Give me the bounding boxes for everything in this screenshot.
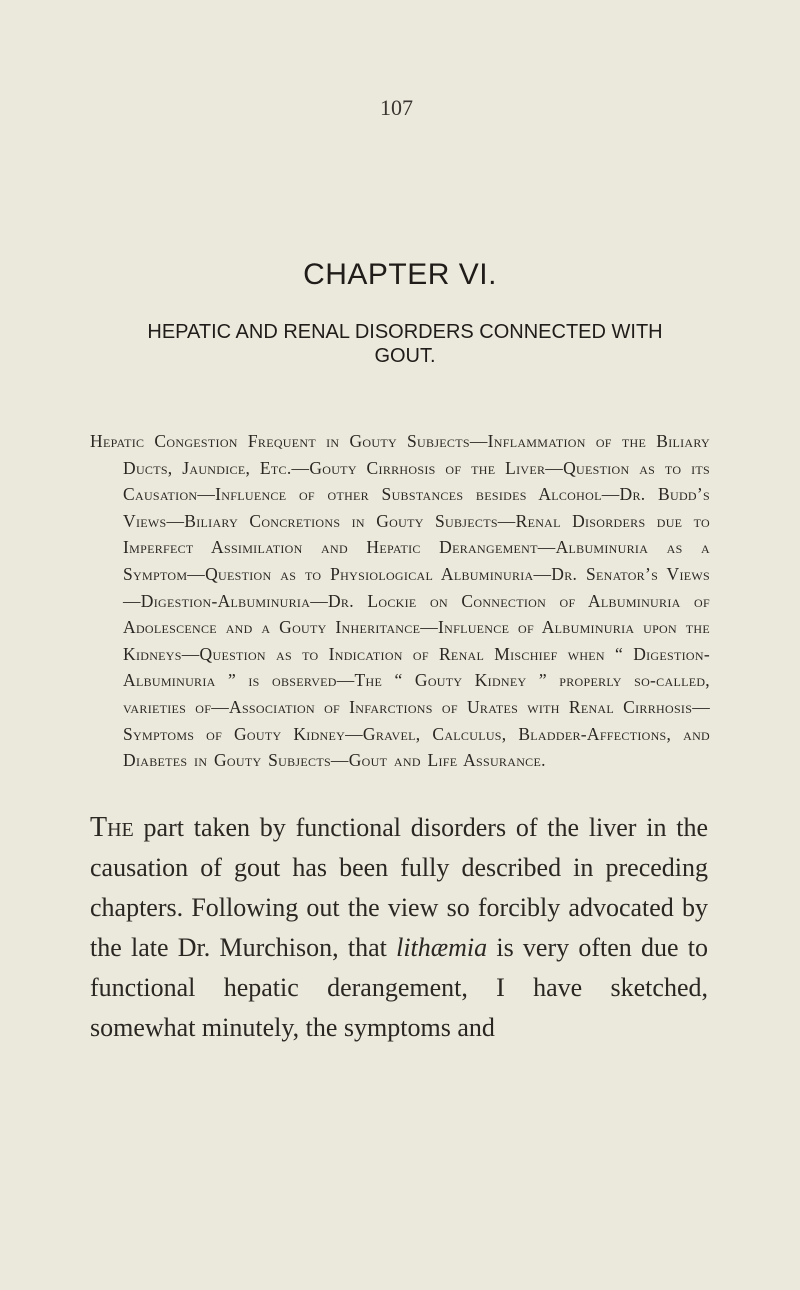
body-paragraph: [90, 808, 708, 1048]
page-number: 107: [380, 95, 413, 120]
chapter-heading: CHAPTER VI.: [303, 258, 497, 291]
body-text-segment: part taken by functional disorders of the liver in the causation of gout has been fully described in preceding chapters. Following out the view so forcibly advocated by the late Dr. Murchison, that: [90, 813, 708, 962]
italic-term: lithæmia: [396, 933, 488, 962]
body-text-segment: is very often due to functional hepatic derangement, I have sketched, somewhat minutely, the symptoms and: [90, 933, 708, 1042]
lead-word: The: [90, 812, 134, 843]
chapter-title: HEPATIC AND RENAL DISORDERS CONNECTED WITH GOUT.: [147, 321, 663, 367]
chapter-synopsis: Hepatic Congestion Frequent in Gouty Subjects—Inflammation of the Biliary Ducts, Jaundice, Etc.—Gouty Cirrhosis of the Liver—Question as to its Causation—Influence of other Substances besides Alcohol—Dr. Budd’s Views—Biliary Concretions in Gouty Subjects—Renal Disorders due to Imperfect Assimilation and Hepatic Derangement—Albuminuria as a Symptom—Question as to Physiological Albuminuria—Dr. Senator’s Views—Digestion-Albuminuria—Dr. Lockie on Connection of Albuminuria of Adolescence and a Gouty Inheritance—Influence of Albuminuria upon the Kidneys—Question as to Indication of Renal Mischief when “ Digestion-Albuminuria ” is observed—The “ Gouty Kidney ” properly so-called, varieties of—Association of Infarctions of Urates with Renal Cirrhosis—Symptoms of Gouty Kidney—Gravel, Calculus, Bladder-Affections, and Diabetes in Gouty Subjects—Gout and Life Assurance.: [90, 431, 710, 771]
